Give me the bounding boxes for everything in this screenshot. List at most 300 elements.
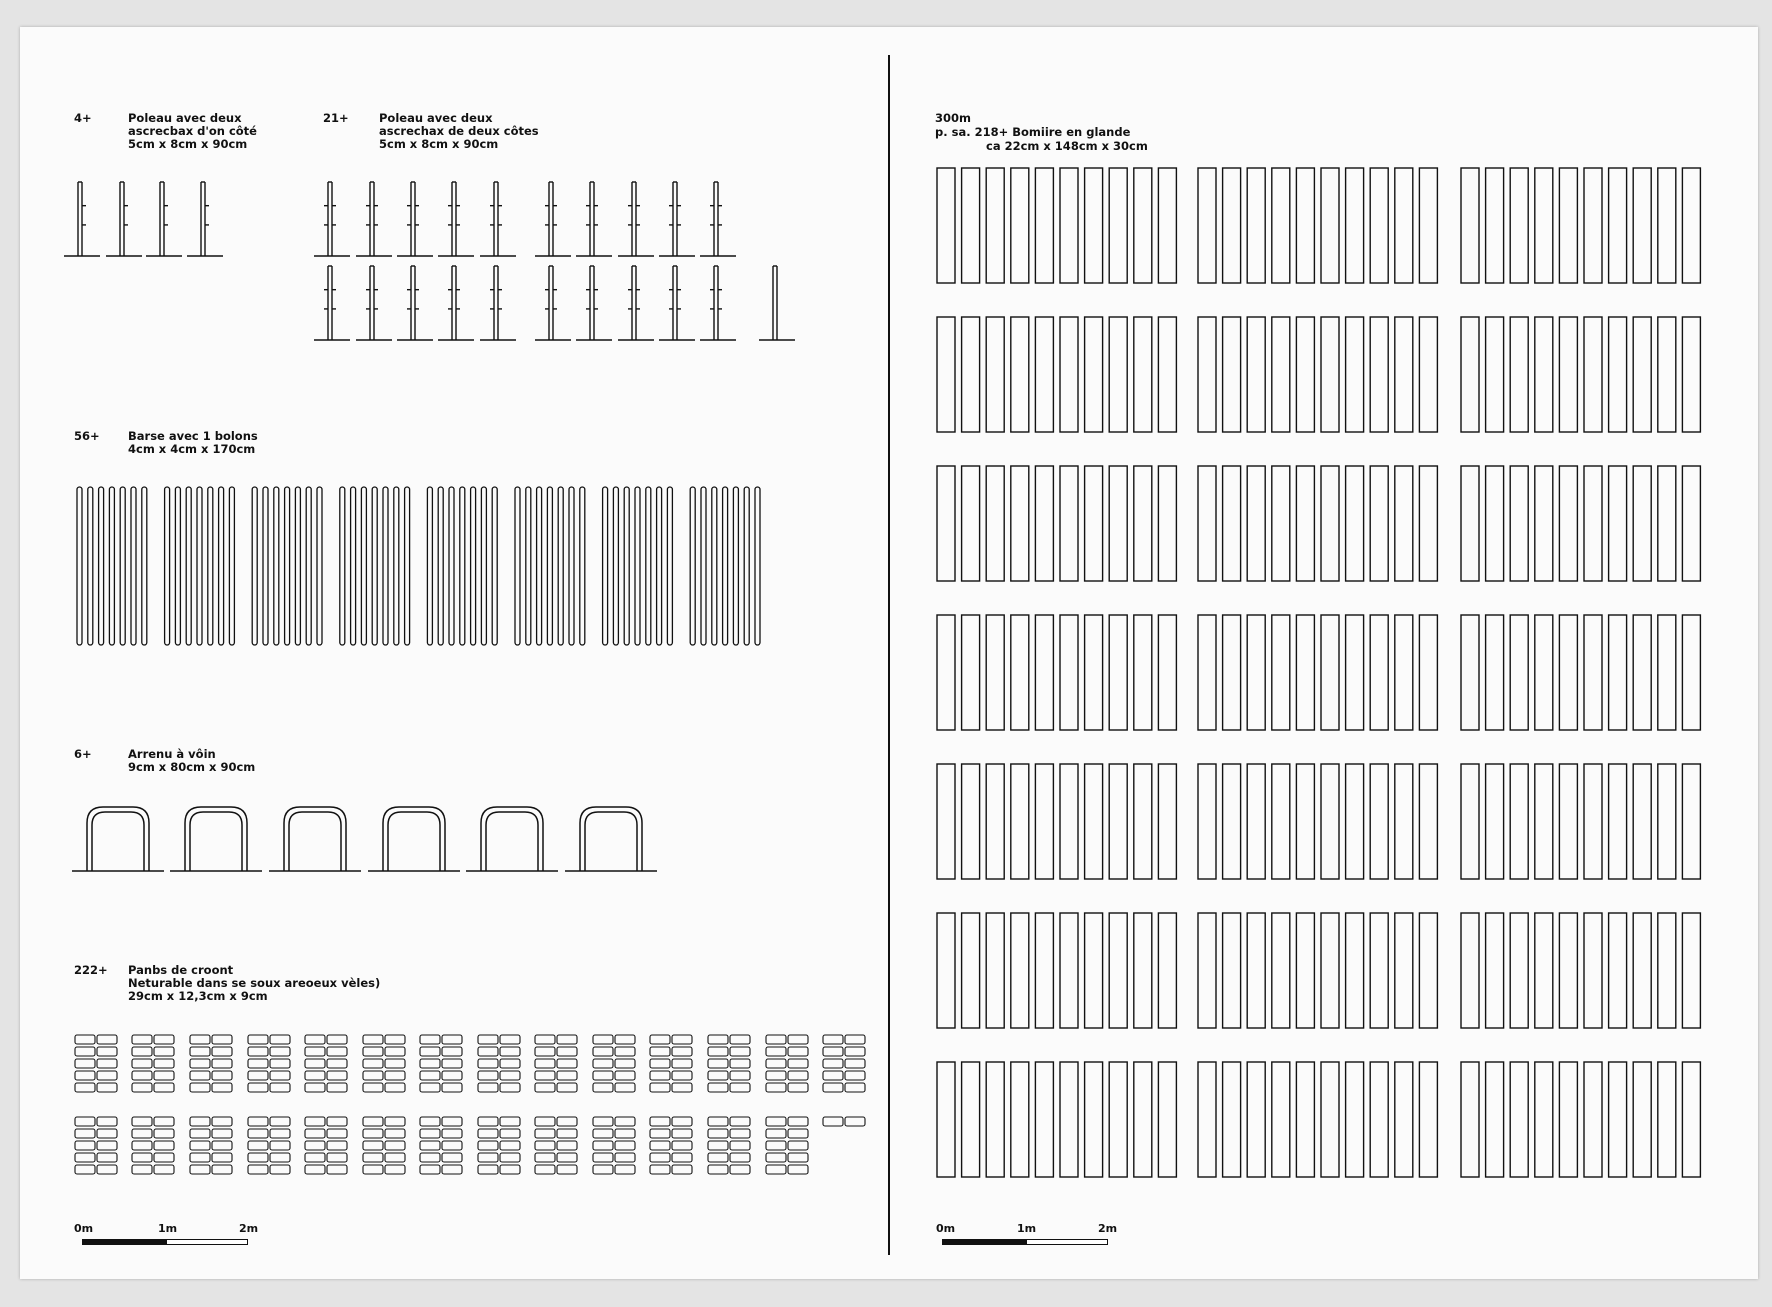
plank	[1085, 466, 1103, 581]
plank	[1060, 466, 1078, 581]
plank	[1085, 1062, 1103, 1177]
plank-group	[1198, 168, 1437, 283]
plank	[962, 1062, 980, 1177]
bar	[733, 487, 738, 645]
bars-group	[77, 487, 760, 645]
plank	[1395, 615, 1413, 730]
posts-one-side-group	[64, 182, 223, 256]
post-two-sides	[659, 182, 695, 256]
section-3-count: 56+	[74, 429, 100, 443]
post-one-side	[64, 182, 100, 256]
plank	[1419, 466, 1437, 581]
plank	[1486, 168, 1504, 283]
plank	[1510, 466, 1528, 581]
plank-group	[1461, 764, 1700, 879]
plank	[1559, 168, 1577, 283]
plank	[1633, 317, 1651, 432]
paver-stack	[650, 1117, 692, 1174]
arch	[72, 807, 164, 871]
plank	[1658, 1062, 1676, 1177]
bar	[186, 487, 191, 645]
bar	[274, 487, 279, 645]
plank	[1321, 615, 1339, 730]
plank	[1035, 466, 1053, 581]
bar	[285, 487, 290, 645]
paver-stack	[766, 1117, 808, 1174]
right-title: p. sa. 218+ Bomiire en glande	[935, 125, 1131, 139]
plank	[1584, 1062, 1602, 1177]
plank	[1658, 764, 1676, 879]
plank	[937, 168, 955, 283]
plank	[1609, 168, 1627, 283]
plank-group	[1198, 317, 1437, 432]
bar	[383, 487, 388, 645]
plank	[1158, 466, 1176, 581]
plank	[962, 466, 980, 581]
plank	[1035, 764, 1053, 879]
paver-stack	[478, 1117, 520, 1174]
plank	[1272, 615, 1290, 730]
plank	[1198, 1062, 1216, 1177]
plank	[1461, 168, 1479, 283]
plank	[986, 615, 1004, 730]
plank	[1296, 764, 1314, 879]
plank-group	[1461, 168, 1700, 283]
plank	[1486, 466, 1504, 581]
arch	[466, 807, 558, 871]
plank	[1060, 317, 1078, 432]
plank	[1321, 317, 1339, 432]
paver-stack	[132, 1117, 174, 1174]
plank	[1559, 317, 1577, 432]
section-2-count: 21+	[323, 111, 349, 125]
plank	[1035, 317, 1053, 432]
bar	[77, 487, 82, 645]
plank	[1370, 615, 1388, 730]
paver-stack	[708, 1117, 750, 1174]
plank	[937, 764, 955, 879]
post-two-sides	[700, 266, 736, 340]
plank	[1272, 466, 1290, 581]
bar	[372, 487, 377, 645]
plank	[1633, 764, 1651, 879]
plank	[1247, 466, 1265, 581]
arch	[565, 807, 657, 871]
plank	[1584, 168, 1602, 283]
post-two-sides	[356, 266, 392, 340]
arches-group	[72, 807, 657, 871]
plank	[1296, 317, 1314, 432]
bar	[405, 487, 410, 645]
bar	[340, 487, 345, 645]
paver-stack	[823, 1117, 865, 1126]
plank	[1395, 466, 1413, 581]
plank	[1011, 764, 1029, 879]
plank	[1134, 913, 1152, 1028]
plank	[1461, 1062, 1479, 1177]
plank	[1633, 913, 1651, 1028]
plank-group	[937, 764, 1176, 879]
plank	[1370, 168, 1388, 283]
plank	[1223, 168, 1241, 283]
plank	[986, 913, 1004, 1028]
bar	[690, 487, 695, 645]
plank	[1419, 168, 1437, 283]
plank	[1535, 764, 1553, 879]
plank	[1633, 1062, 1651, 1177]
plank	[1609, 615, 1627, 730]
plank	[1035, 615, 1053, 730]
bar	[744, 487, 749, 645]
plank-group	[1198, 913, 1437, 1028]
plank	[1395, 168, 1413, 283]
bar	[613, 487, 618, 645]
plank-group	[1461, 1062, 1700, 1177]
plank	[1321, 1062, 1339, 1177]
plank	[1510, 764, 1528, 879]
plank	[1682, 168, 1700, 283]
plank	[1510, 1062, 1528, 1177]
plank	[1535, 317, 1553, 432]
bar	[712, 487, 717, 645]
plank	[1321, 168, 1339, 283]
bar	[427, 487, 432, 645]
plank	[1158, 168, 1176, 283]
bar	[603, 487, 608, 645]
plank	[1109, 615, 1127, 730]
bar	[657, 487, 662, 645]
bar	[547, 487, 552, 645]
plank	[1011, 466, 1029, 581]
plank	[937, 913, 955, 1028]
plank	[1085, 615, 1103, 730]
plank	[1296, 168, 1314, 283]
paver-stack	[75, 1117, 117, 1174]
plank	[1085, 317, 1103, 432]
plank	[1247, 168, 1265, 283]
plank	[1461, 317, 1479, 432]
plank	[937, 317, 955, 432]
paver-stack	[420, 1117, 462, 1174]
arch	[269, 807, 361, 871]
plank	[1584, 764, 1602, 879]
plank	[1158, 913, 1176, 1028]
bar	[537, 487, 542, 645]
paver-stack	[593, 1035, 635, 1092]
post-two-sides	[356, 182, 392, 256]
plank-group	[937, 913, 1176, 1028]
plank	[1370, 466, 1388, 581]
plank	[1584, 466, 1602, 581]
plank	[1461, 615, 1479, 730]
plank-group	[937, 168, 1176, 283]
plank	[1223, 764, 1241, 879]
scale-left-0: 0m	[74, 1222, 94, 1235]
planks-group	[937, 168, 1700, 1177]
bar	[646, 487, 651, 645]
plank	[1395, 764, 1413, 879]
post-two-sides	[438, 266, 474, 340]
plank	[1296, 913, 1314, 1028]
plank	[1060, 764, 1078, 879]
paver-stack	[190, 1035, 232, 1092]
plank	[1198, 168, 1216, 283]
plank	[1158, 615, 1176, 730]
bar	[317, 487, 322, 645]
bar	[306, 487, 311, 645]
scale-left-1: 1m	[158, 1222, 178, 1235]
plank-group	[1461, 317, 1700, 432]
plank-group	[937, 615, 1176, 730]
section-5-count: 222+	[74, 963, 108, 977]
arch	[170, 807, 262, 871]
plank	[1370, 764, 1388, 879]
plank	[1584, 317, 1602, 432]
scale-right-1: 1m	[1017, 1222, 1037, 1235]
bar	[755, 487, 760, 645]
post-two-sides	[576, 266, 612, 340]
plank	[1134, 764, 1152, 879]
plank	[1633, 615, 1651, 730]
plank	[1419, 1062, 1437, 1177]
bar	[667, 487, 672, 645]
plank	[986, 317, 1004, 432]
plank-group	[1198, 466, 1437, 581]
plank	[1395, 1062, 1413, 1177]
section-3-title: Barse avec 1 bolons 4cm x 4cm x 170cm	[128, 429, 258, 456]
plank	[1346, 764, 1364, 879]
plank	[1011, 168, 1029, 283]
plank	[1461, 764, 1479, 879]
post-two-sides	[535, 182, 571, 256]
bar	[492, 487, 497, 645]
section-5-title: Panbs de croont Neturable dans se soux areoeux vèles) 29cm x 12,3cm x 9cm	[128, 963, 381, 1003]
plank	[1682, 913, 1700, 1028]
plank	[1419, 615, 1437, 730]
bar	[449, 487, 454, 645]
bar	[438, 487, 443, 645]
plank	[1370, 317, 1388, 432]
plank	[1510, 913, 1528, 1028]
arch	[368, 807, 460, 871]
plank	[1559, 913, 1577, 1028]
bar	[175, 487, 180, 645]
plank	[1158, 1062, 1176, 1177]
plank	[1682, 1062, 1700, 1177]
bar	[569, 487, 574, 645]
bar	[558, 487, 563, 645]
paver-stack	[248, 1117, 290, 1174]
bar	[580, 487, 585, 645]
plank	[1609, 764, 1627, 879]
bar	[361, 487, 366, 645]
plank	[1109, 764, 1127, 879]
plank	[1272, 913, 1290, 1028]
plank	[1346, 317, 1364, 432]
scale-right-0: 0m	[936, 1222, 956, 1235]
post-two-sides	[659, 266, 695, 340]
plank	[1247, 764, 1265, 879]
plank	[1085, 764, 1103, 879]
paver-stack	[593, 1117, 635, 1174]
plank	[1247, 317, 1265, 432]
bar	[165, 487, 170, 645]
plank	[937, 466, 955, 581]
bar	[701, 487, 706, 645]
paver-stack	[823, 1035, 865, 1092]
plank	[1011, 317, 1029, 432]
plank-group	[1461, 615, 1700, 730]
plank	[962, 615, 980, 730]
bar	[723, 487, 728, 645]
plank	[1559, 466, 1577, 581]
plank	[1370, 913, 1388, 1028]
post-one-side	[187, 182, 223, 256]
plank	[1486, 913, 1504, 1028]
plank	[1510, 168, 1528, 283]
plank	[1060, 615, 1078, 730]
paver-stack	[535, 1117, 577, 1174]
post-two-sides	[535, 266, 571, 340]
paver-stack	[766, 1035, 808, 1092]
bar	[263, 487, 268, 645]
plank	[1346, 466, 1364, 581]
paver-stack	[420, 1035, 462, 1092]
plank	[937, 615, 955, 730]
plank	[986, 764, 1004, 879]
bar	[229, 487, 234, 645]
plank	[1134, 317, 1152, 432]
post-two-sides	[438, 182, 474, 256]
plank	[1296, 466, 1314, 581]
plank	[1060, 1062, 1078, 1177]
plank	[1134, 168, 1152, 283]
plank	[1011, 1062, 1029, 1177]
plank	[1658, 317, 1676, 432]
plank	[1682, 466, 1700, 581]
plank	[1060, 913, 1078, 1028]
plank	[1486, 1062, 1504, 1177]
bar	[624, 487, 629, 645]
paver-stack	[190, 1117, 232, 1174]
post-two-sides	[576, 182, 612, 256]
plank	[1633, 466, 1651, 581]
plank	[1035, 1062, 1053, 1177]
section-1-count: 4+	[74, 111, 92, 125]
plank	[1658, 466, 1676, 581]
section-4-title: Arrenu à vôin 9cm x 80cm x 90cm	[128, 747, 256, 774]
plank-group	[937, 1062, 1176, 1177]
plank	[1486, 764, 1504, 879]
post-two-sides	[700, 182, 736, 256]
plank-group	[937, 466, 1176, 581]
paver-stack	[363, 1035, 405, 1092]
plank	[986, 168, 1004, 283]
plank	[1060, 168, 1078, 283]
plank	[1035, 168, 1053, 283]
right-dimensions: ca 22cm x 148cm x 30cm	[986, 139, 1148, 153]
plank	[1247, 615, 1265, 730]
post-two-sides	[314, 266, 350, 340]
section-1-title: Poleau avec deux ascrecbax d'on côté 5cm x 8cm x 90cm	[128, 111, 257, 151]
plank	[1198, 913, 1216, 1028]
plank	[962, 913, 980, 1028]
plank	[1321, 764, 1339, 879]
bar	[197, 487, 202, 645]
plank	[1395, 317, 1413, 432]
bar	[131, 487, 136, 645]
post-two-sides	[397, 182, 433, 256]
bar	[394, 487, 399, 645]
paver-stack	[248, 1035, 290, 1092]
plank	[1272, 1062, 1290, 1177]
plank	[1559, 615, 1577, 730]
plank	[1559, 764, 1577, 879]
post-two-sides	[397, 266, 433, 340]
plank	[1658, 168, 1676, 283]
paver-stack	[535, 1035, 577, 1092]
bar	[471, 487, 476, 645]
plank	[1085, 913, 1103, 1028]
bar	[252, 487, 257, 645]
bar	[99, 487, 104, 645]
plank	[1395, 913, 1413, 1028]
plank-group	[937, 317, 1176, 432]
plank	[1658, 615, 1676, 730]
plank	[1419, 913, 1437, 1028]
post-two-sides	[314, 182, 350, 256]
plank	[1370, 1062, 1388, 1177]
paver-stack	[708, 1035, 750, 1092]
paver-stack	[132, 1035, 174, 1092]
plank	[1011, 913, 1029, 1028]
paver-stack	[305, 1035, 347, 1092]
plank	[1085, 168, 1103, 283]
plank	[1559, 1062, 1577, 1177]
plank	[1296, 1062, 1314, 1177]
plank-group	[1461, 466, 1700, 581]
bar	[109, 487, 114, 645]
plank	[1510, 615, 1528, 730]
plank	[1035, 913, 1053, 1028]
bar	[351, 487, 356, 645]
plank	[1109, 317, 1127, 432]
bar	[635, 487, 640, 645]
plank	[1321, 913, 1339, 1028]
post-one-side	[106, 182, 142, 256]
plank	[1158, 764, 1176, 879]
plank	[1609, 317, 1627, 432]
bar	[460, 487, 465, 645]
plank	[1584, 913, 1602, 1028]
paver-stack	[305, 1117, 347, 1174]
plank	[962, 168, 980, 283]
plank	[1609, 1062, 1627, 1177]
plank	[1109, 913, 1127, 1028]
plank	[1461, 913, 1479, 1028]
plank	[1247, 1062, 1265, 1177]
plank-group	[1461, 913, 1700, 1028]
plank	[1609, 466, 1627, 581]
posts-two-sides-group	[314, 182, 795, 340]
paver-stack	[75, 1035, 117, 1092]
post-two-sides	[759, 266, 795, 340]
pavers-group	[75, 1035, 865, 1174]
bar	[515, 487, 520, 645]
plank	[1658, 913, 1676, 1028]
plank	[1419, 317, 1437, 432]
paver-stack	[363, 1117, 405, 1174]
